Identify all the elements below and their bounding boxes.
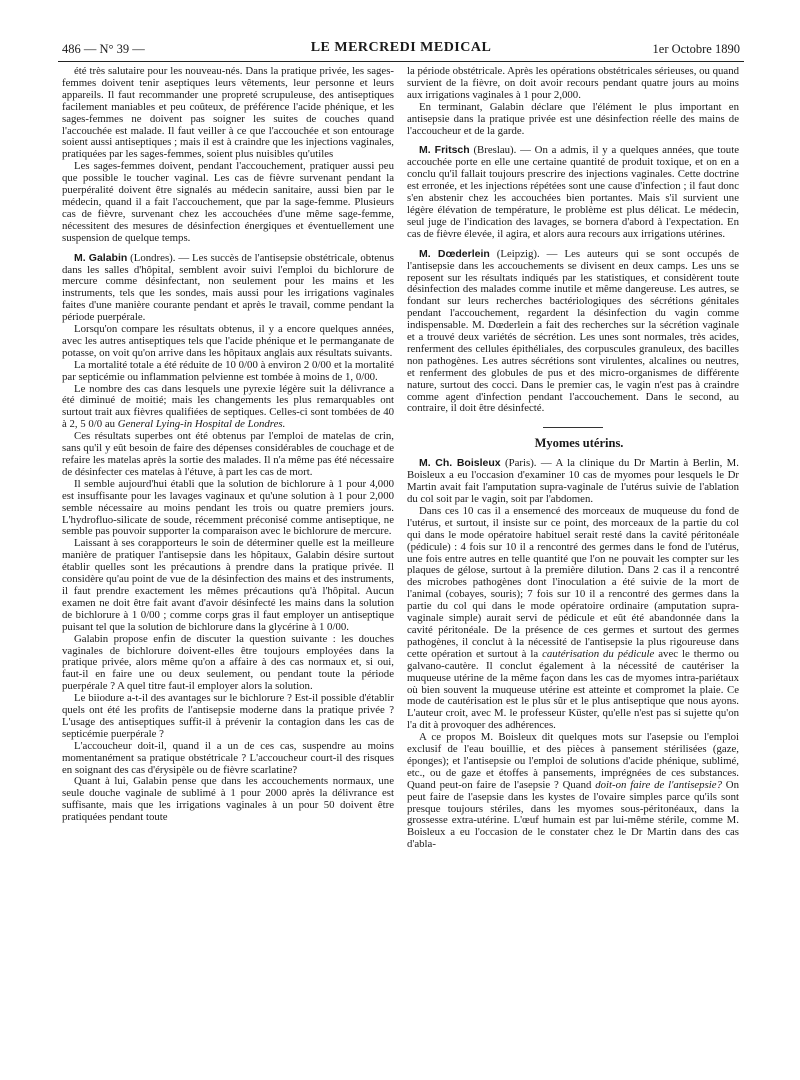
paragraph [62, 431, 394, 479]
paragraph-text: (Paris). — A la clinique du Dr Martin à Berlin, M. Boisleux a eu l'occasion d'examiner 10 cas de myomes pour lesquels le Dr Martin avait fait l'amputation supra-vaginale de l'utérus suivie de l'ablation du col soit par le vagin, soit par l'abdomen. [407, 457, 739, 505]
paragraph-text: avec le thermo ou galvano-cautère. Il conclut également à la nécessité de cautériser la muqueuse utérine de la même façon dans les cas de myomes intra-pariétaux où bien souvent la muqueuse utérine est atteinte et compromet la plaie. Ce mode de cautérisation est le plus sûr et le plus antiseptique que nous ayons. L'auteur croit, avec M. le professeur Küster, qu'elle n'est pas si sujette qu'on l'a dit à provoquer des adhérences. [407, 647, 739, 732]
paragraph [407, 102, 739, 138]
paragraph-text: Le nombre des cas dans lesquels une pyrexie légère suit la délivrance a été diminué de moitié; mais les changements les plus remarquables ont surtout trait aux fièvres qualifiées de septiques. Celles-ci sont tombées de 40 à 2, 5 0/0 au [62, 382, 394, 431]
paragraph-text: (Londres). — Les succès de l'antisepsie obstétricale, obtenus dans les salles d'hôpital, semblent avoir suivi l'emploi du bichlorure de mercure comme désinfectant, non seulement pour les mains et les instruments, tels que les sondes, mais aussi pour les irrigations vaginales faites d'une manière courante pendant et après le travail, comme pendant la période puerpérale. [62, 251, 394, 324]
paragraph-text: A ce propos M. Boisleux dit quelques mots sur l'asepsie ou l'emploi exclusif de l'eau bouillie, et des pièces à pansement stérilisées (gaze, éponges); et l'antisepsie ou l'emploi de solutions d'acide phénique, sublimé, etc., ou de gaze et étoffes à pansements, imprégnées de ces substances. Quand peut-on faire de l'asepsie ? Quand [407, 731, 739, 791]
paragraph [62, 634, 394, 694]
paragraph [407, 458, 739, 506]
paragraph [407, 66, 739, 102]
paragraph-text: Ces résultats superbes ont été obtenus par l'emploi de matelas de crin, sans qu'il y eût besoin de faire des dépenses considérables de couchage et de refaire les matelas après la sortie des malades. Il n'a même pas été nécessaire de désinfecter ces matelas à l'étuve, à part les cas de mort. [62, 430, 394, 478]
paragraph-text: La mortalité totale a été réduite de 10 0/00 à environ 2 0/00 et la mortalité par septicémie ou inflammation pelvienne est tombée à moins de 1, 0/00. [62, 358, 394, 383]
journal-title: LE MERCREDI MEDICAL [310, 40, 492, 55]
paragraph [62, 693, 394, 741]
author-name: M. Galabin [74, 251, 128, 264]
page-header [62, 40, 740, 60]
paragraph-text: En terminant, Galabin déclare que l'élément le plus important en antisepsie dans la pratique privée est une désinfection réelle des mains de l'accoucheur et de la garde. [407, 100, 739, 137]
section-title: Myomes utérins. [534, 436, 624, 451]
paragraph-text: Quant à lui, Galabin pense que dans les accouchements normaux, une seule douche vaginale de sublimé à 1 pour 2000 après la délivrance est suffisante, mais que les irrigations vaginales à un pour 50 doivent être pratiquées pendant toute [62, 775, 394, 824]
author-name: M. Ch. Boisleux [419, 457, 501, 470]
issue-date: 1er Octobre 1890 [652, 42, 740, 56]
header-rule [58, 61, 744, 62]
paragraph [407, 732, 739, 851]
paragraph-text: (Breslau). — On a admis, il y a quelques années, que toute accouchée porte en elle une certaine quantité de produit toxique, et on en a conclu qu'il fallait toujours prescrire des injections vaginales. Cette doctrine est erronée, et les injections répétées sont une cause d'infection ; il faut donc s'en abstenir chez les accouchées bien portantes. Mais s'il survient une légère élévation de température, le problème est plus délicat. Le médecin, seul juge de l'indication des lavages, se bornera d'abord à l'expectation. En cas de fièvre élevée, il agira, et alors aura recours aux irrigations utérines. [407, 144, 739, 240]
paragraph-text: Lorsqu'on compare les résultats obtenus, il y a encore quelques années, avec les autres antiseptiques tels que l'acide phénique et le permanganate de potasse, on voit qu'on arrive dans les hôpitaux anglais aux résultats suivants. [62, 323, 394, 359]
paragraph-text: la période obstétricale. Après les opérations obstétricales sérieuses, ou quand survient de la fièvre, on doit avoir recours pendant quatre jours au moins aux irrigations vaginales à 1 pour 2,000. [407, 66, 739, 101]
paragraph [62, 66, 394, 161]
paragraph [62, 741, 394, 777]
paragraph [62, 384, 394, 432]
paragraph [407, 145, 739, 240]
paragraph-text: Galabin propose enfin de discuter la question suivante : les douches vaginales de bichlorure doivent-elles être toujours employées dans la pratique privée, alors même qu'on a affaire à des cas normaux et, si oui, faut-il en faire une ou deux seulement, ou pendant toute la période puerpérale ? A quel titre faut-il employer alors la solution. [62, 632, 394, 693]
paragraph [62, 538, 394, 633]
paragraph [407, 506, 739, 732]
paragraph [407, 249, 739, 416]
paragraph [62, 324, 394, 360]
paragraph-text: L'accoucheur doit-il, quand il a un de ces cas, suspendre au moins momentanément sa pratique obstétricale ? L'accoucheur court-il des risques en soignant des cas d'érysipèle ou de fièvre scarlatine? [62, 739, 394, 776]
italic-text: cautérisation du pédicule [542, 647, 655, 660]
section-divider [543, 427, 603, 428]
paragraph-text: été très salutaire pour les nouveau-nés. Dans la pratique privée, les sages-femmes doivent tenir aseptiques leurs vêtements, leur personne et leurs appareils. Il faut recommander une propreté scrupuleuse, des antiseptiques facilement maniables et peu coûteux, de préférence l'acide phénique, et les sages-femmes ne doivent pas soigner les suites de couches quand l'accouchée est malade. Il faut veiller à ce que l'accouchée et son entourage soient aussi antiseptiques ; mais il est à craindre que les injections vaginales, pratiquées par les sages-femmes, soient plus nuisibles qu'utiles [62, 66, 394, 161]
author-name: M. Dœderlein [419, 247, 490, 260]
paragraph [62, 776, 394, 824]
paragraph [62, 479, 394, 539]
paragraph-text: Laissant à ses corapporteurs le soin de déterminer quelle est la meilleure manière de pratiquer l'antisepsie dans les hôpitaux, Galabin désire surtout établir quelles sont les précautions à prendre dans la pratique privée. Il considère qu'au point de vue de la désinfection des mains et des instruments, il faut prendre exactement les mêmes précautions qu'à l'hôpital. Aucun examen ne doit être fait avant d'avoir désinfecté les mains dans la solution de bichlorure à 1 0/00 ; comme corps gras il faut employer un antiseptique puisant tel que la solution de bichlorure dans la glycérine à 1 0/00. [62, 537, 394, 633]
paragraph-text: Les sages-femmes doivent, pendant l'accouchement, pratiquer aussi peu que possible le toucher vaginal. Les cas de fièvre survenant pendant la puerpéralité doivent être signalés au médecin sanitaire, aussi bien par le médecin, quand il a fait l'accouchement, que par la sage-femme. Plusieurs cas de fièvre, survenant chez les accouchées d'une même sage-femme, nécessitent des mesures de désinfection énergiques et éventuellement une suspension de quelque temps. [62, 160, 394, 244]
page-number: 486 — N° 39 — [62, 42, 145, 56]
author-name: M. Fritsch [419, 144, 470, 157]
paragraph-text: On peut faire de l'asepsie dans les kystes de l'ovaire simples parce qu'ils sont presque toujours stériles, dans les myomes sous-péritonéaux, dans la grossesse extra-utérine. L'œuf humain est par lui-même stérile, comme M. Boisleux a eu l'occasion de le constater chez le Dr Martin dans des cas d'abla- [407, 778, 739, 851]
left-column [62, 66, 394, 1066]
paragraph-text: (Leipzig). — Les auteurs qui se sont occupés de l'antisepsie dans les accouchements se divisent en deux camps. Les uns se reposent sur les résultats indiqués par les statistiques, et considèrent toute désinfection des malades comme inutile et même dangereuse. Les autres, se fondant sur leurs recherches bactériologiques des sécrétions génitales pendant l'accouchement, regardent la désinfection du vagin comme indispensable. M. Dœderlein a fait des recherches sur la sécrétion vaginale et a trouvé deux variétés de sécrétion. Les unes sont normales, très acides, renferment des cellules épithéliales, des corpuscules granuleux, des bacilles non pathogènes. Les autres sécrétions sont virulentes, alcalines ou neutres, et renferment des globules de pus et des micro-organismes de différente nature, surtout des cocci. Dans le premier cas, le vagin n'est pas à craindre comme agent d'infection pendant l'accouchement. Dans le second, au contraire, il doit être désinfecté. [407, 247, 739, 415]
paragraph [62, 161, 394, 244]
paragraph [62, 360, 394, 384]
paragraph [62, 253, 394, 324]
italic-text: doit-on faire de l'antisepsie? [595, 778, 722, 791]
paragraph-text: Le biiodure a-t-il des avantages sur le bichlorure ? Est-il possible d'établir quels ont été les profits de l'antisepsie moderne dans la pratique privée ? L'usage des antiseptiques suffit-il à prévenir la contagion dans les cas de septicémie puerpérale ? [62, 692, 394, 740]
italic-text: General Lying-in Hospital de Londres. [117, 418, 286, 431]
right-column [407, 66, 739, 1066]
paragraph-text: Il semble aujourd'hui établi que la solution de bichlorure à 1 pour 4,000 est insuffisante pour les lavages vaginaux et qu'une solution à 1 pour 2,000 semble nécessaire au moins pendant les trois ou quatre premiers jours. L'hydrofluo-silicate de soude, récemment préconisé comme antiseptique, ne semble pas pouvoir supporter la comparaison avec le bichlorure de mercure. [62, 477, 394, 538]
paragraph-text: Dans ces 10 cas il a ensemencé des morceaux de muqueuse du fond de l'utérus, et surtout, il insiste sur ce point, des morceaux de la partie du col qui dans le mode opératoire habituel serait resté dans la cavité péritonéale (pédicule) : 4 fois sur 10 il a rencontré des germes dans le fond de l'utérus, une fois entre autres en telle quantité que l'on ne pouvait les compter sur les plaques de gélose, surtout à la première dilution. Dans 2 cas il a rencontré des microbes pathogènes dont l'inoculation a été suivie de la mort de l'animal (cobayes, souris); 7 fois sur 10 il a rencontré des germes dans la partie du col qui dans le mode opératoire ordinaire (amputation supra-vaginale simple) aurait servi de pédicule et eût été abandonnée dans la cavité péritonéale. De la présence de ces germes et surtout des germes pathogènes, il conclut à la nécessité de l'antisepsie la plus rigoureuse dans cette opération et surtout à la [407, 504, 739, 660]
